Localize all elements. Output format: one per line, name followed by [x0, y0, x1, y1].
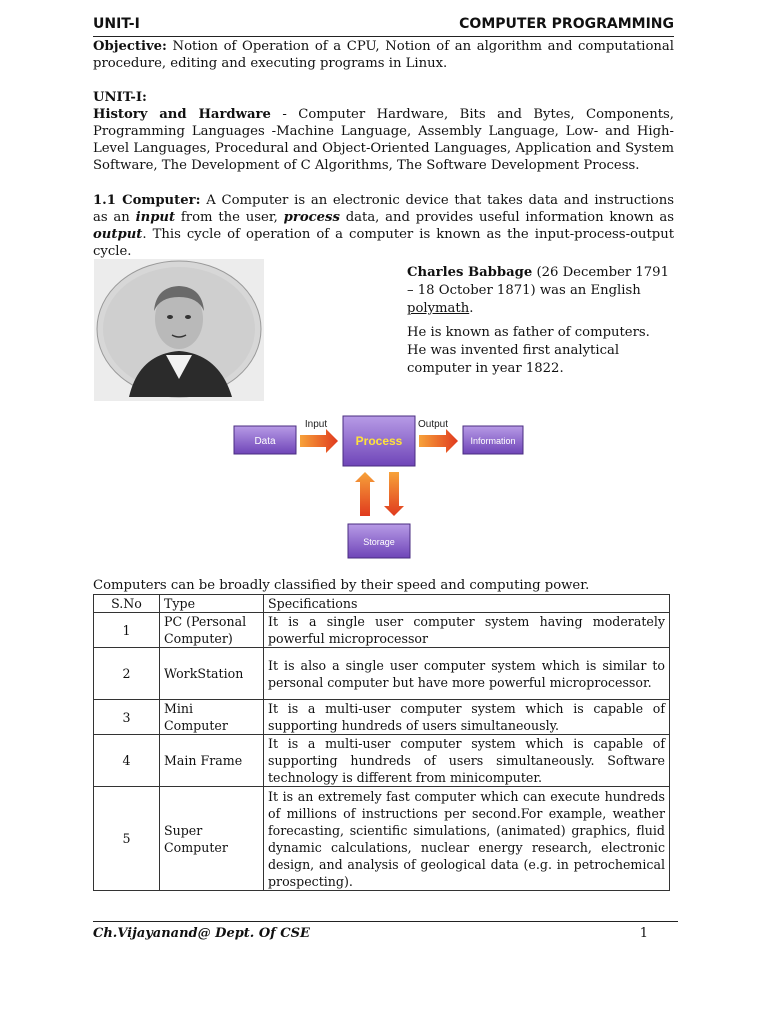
def-output-term: output	[93, 227, 143, 242]
def-input-term: input	[135, 210, 176, 225]
def-text-4: . This cycle of operation of a computer is known as the input-process-output cycle.	[93, 227, 674, 259]
row-spec: It is an extremely fast computer which can execute hundreds of millions of instructions per second.For example, weather forecasting, scientific simulations, (animated) graphics, fluid dynamic calculations, nuclear energy research, electronic design, and analysis of geological data (e.g. in petrochemical prospecting).	[264, 787, 670, 891]
output-arrow	[418, 419, 458, 453]
ipo-diagram	[230, 414, 530, 564]
section-label: 1.1 Computer:	[93, 193, 201, 208]
row-spec: It is a single user computer system having moderately powerful microprocessor	[264, 613, 670, 648]
babbage-note: He is known as father of computers. He was invented first analytical computer in year 1822.	[407, 325, 650, 376]
storage-box	[348, 524, 410, 558]
row-type: Super Computer	[160, 787, 264, 891]
page-header	[93, 16, 674, 32]
unit-topic-label: History and Hardware	[93, 107, 271, 122]
unit-heading-text: UNIT-I:	[93, 90, 147, 105]
input-arrow	[300, 419, 338, 453]
information-box	[463, 426, 523, 454]
table-row	[94, 613, 670, 648]
data-label: Data	[254, 436, 276, 447]
babbage-portrait	[94, 259, 264, 401]
output-label: Output	[417, 419, 449, 430]
row-spec: It is a multi-user computer system which is capable of supporting hundreds of users simultaneously.	[264, 700, 670, 735]
row-type: WorkStation	[160, 648, 264, 700]
table-header-row	[94, 595, 670, 613]
storage-down-arrow	[384, 472, 404, 516]
unit-topic-text: - Computer Hardware, Bits and Bytes, Components, Programming Languages -Machine Language, Assembly Language, Low- and High-Level Languages, Procedural and Object-Oriented Languages, Application and System Software, The Development of C Algorithms, The Software Development Process.	[93, 107, 674, 173]
objective-paragraph	[93, 38, 674, 72]
row-type: PC (Personal Computer)	[160, 613, 264, 648]
computer-definition-paragraph	[93, 192, 674, 260]
row-sno: 4	[94, 735, 160, 787]
header-unit: UNIT-I	[93, 16, 140, 32]
storage-label: Storage	[363, 537, 395, 547]
polymath-link[interactable]: polymath	[407, 301, 470, 316]
row-sno: 5	[94, 787, 160, 891]
table-row	[94, 700, 670, 735]
header-type: Type	[160, 595, 264, 613]
def-text-3: data, and provides useful information known as	[339, 210, 675, 225]
def-text-1: A Computer is an electronic device that takes data and instructions as an	[93, 193, 674, 225]
babbage-name: Charles Babbage	[407, 265, 533, 280]
row-sno: 1	[94, 613, 160, 648]
footer-rule	[93, 921, 678, 922]
process-box	[343, 416, 415, 466]
row-spec: It is also a single user computer system which is similar to personal computer but have more powerful microprocessor.	[264, 648, 670, 700]
information-label: Information	[470, 436, 516, 446]
input-label: Input	[304, 419, 328, 430]
computer-types-table	[93, 594, 670, 891]
header-specifications: Specifications	[264, 595, 670, 613]
header-sno: S.No	[94, 595, 160, 613]
footer-author: Ch.Vijayanand@ Dept. Of CSE	[93, 926, 310, 941]
row-sno: 2	[94, 648, 160, 700]
row-type: Main Frame	[160, 735, 264, 787]
process-label: Process	[355, 434, 403, 448]
babbage-dates: (26 December 1791 – 18 October 1871) was an English	[407, 265, 669, 298]
bio-period: .	[469, 301, 474, 316]
def-process-term: process	[283, 210, 340, 225]
row-sno: 3	[94, 700, 160, 735]
table-row	[94, 648, 670, 700]
storage-up-arrow	[355, 472, 375, 516]
row-type: Mini Computer	[160, 700, 264, 735]
objective-text: Notion of Operation of a CPU, Notion of an algorithm and computational procedure, editing and executing programs in Linux.	[93, 39, 674, 71]
babbage-bio	[407, 264, 669, 318]
header-course: COMPUTER PROGRAMMING	[459, 16, 674, 32]
table-row	[94, 735, 670, 787]
unit-topics-paragraph	[93, 106, 674, 174]
page-number: 1	[639, 926, 648, 941]
classification-intro: Computers can be broadly classified by their speed and computing power.	[93, 578, 590, 593]
row-spec: It is a multi-user computer system which is capable of supporting hundreds of users simultaneously. Software technology is different from minicomputer.	[264, 735, 670, 787]
def-text-2: from the user,	[175, 210, 284, 225]
header-rule	[93, 36, 674, 37]
unit-heading	[93, 89, 674, 106]
table-row	[94, 787, 670, 891]
objective-label: Objective:	[93, 39, 167, 54]
data-box	[234, 426, 296, 454]
page-footer	[93, 926, 648, 941]
